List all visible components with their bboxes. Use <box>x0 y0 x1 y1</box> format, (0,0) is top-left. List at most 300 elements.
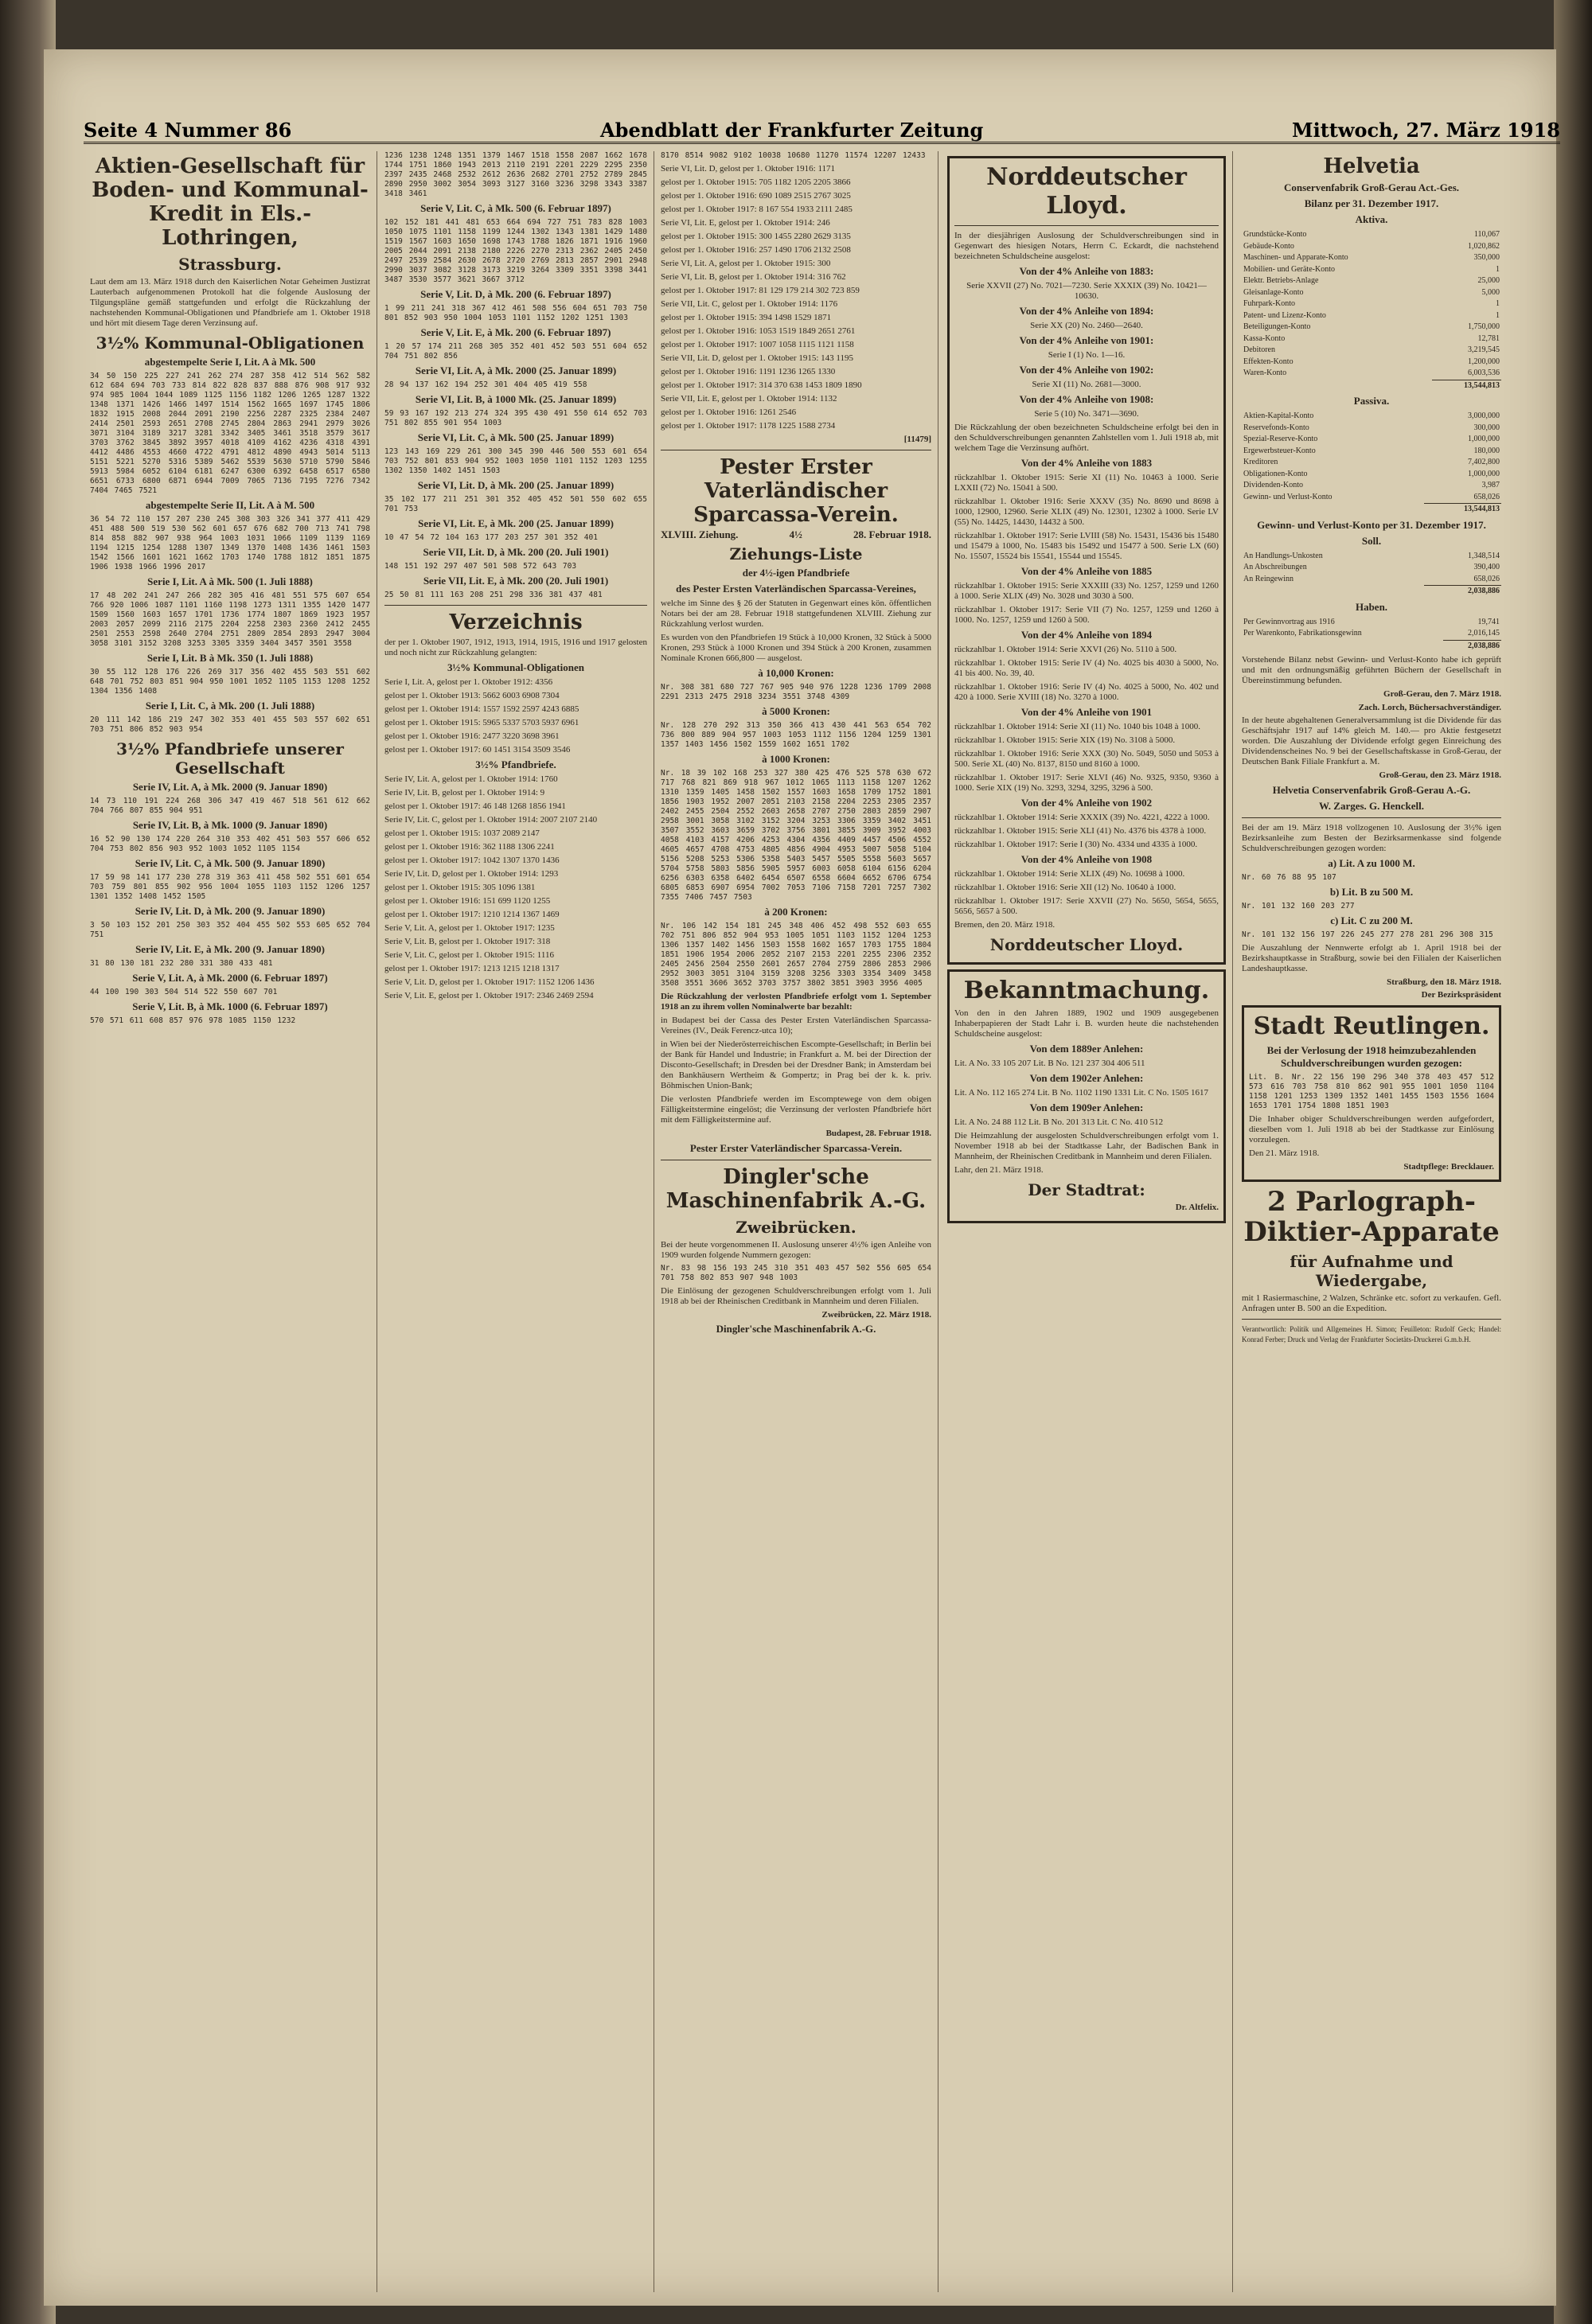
lloyd-b5v: rückzahlbar 1. Oktober 1917: Serie I (30) No. 4334 und 4335 à 1000. <box>954 840 1198 849</box>
total-spacer <box>1242 586 1424 598</box>
lit-b-nums: Nr. 101 132 160 203 277 <box>1242 901 1355 910</box>
bek2: Von dem 1902er Anlehen: <box>1029 1072 1144 1084</box>
lloyd-a3: Von der 4% Anleihe von 1901: <box>1019 334 1154 346</box>
table-row <box>1242 310 1501 322</box>
col2-verz-l15: gelost per 1. Oktober 1915: 305 1096 1381 <box>384 883 536 892</box>
row-label: Elektr. Betriebs-Anlage <box>1243 276 1319 285</box>
row-value: 7,402,800 <box>1468 458 1500 466</box>
col2-sec7: Serie VI, Lit. D, à Mk. 200 (25. Januar 1899) <box>417 479 615 491</box>
col2-verz-sec2: 3½% Pfandbriefe. <box>475 758 556 770</box>
col2-verz-title: Verzeichnis <box>449 610 583 634</box>
row-value: 300,000 <box>1473 423 1500 432</box>
passiva-table <box>1242 411 1501 516</box>
pester-sig2: Pester Erster Vaterländischer Sparcassa-Verein. <box>689 1141 903 1154</box>
table-row <box>1242 275 1501 287</box>
row-label: Patent- und Lizenz-Konto <box>1243 310 1326 320</box>
row-value: 12,781 <box>1477 333 1500 343</box>
k10000-title: à 10,000 Kronen: <box>758 667 834 679</box>
col2-verz-intro: der per 1. Oktober 1907, 1912, 1913, 1914, 1915, 1916 und 1917 gelosten und noch nicht zur Rückzahlung gelangten: <box>384 638 647 657</box>
pester-title: Pester Erster Vaterländischer Sparcassa-Verein. <box>693 454 899 527</box>
col3-l4: gelost per 1. Oktober 1917: 8 167 554 1933 2111 2485 <box>661 205 853 214</box>
lloyd-b3v: rückzahlbar 1. Oktober 1916: Serie IV (4) No. 4025 à 5000, No. 402 und 420 à 1000. Serie XVIII (18) No. 3270 à 1000. <box>954 682 1219 702</box>
row-label: An Handlungs-Unkosten <box>1243 551 1323 560</box>
table-row <box>1242 574 1501 586</box>
row-label: Maschinen- und Apparate-Konto <box>1243 253 1348 262</box>
k1000-title: à 1000 Kronen: <box>762 753 830 765</box>
lloyd-a1: Von der 4% Anleihe von 1883: <box>1019 265 1154 277</box>
table-row <box>1242 434 1501 446</box>
row-value: 1 <box>1496 310 1500 320</box>
dingler-sig: Zweibrücken, 22. März 1918. <box>821 1309 931 1320</box>
verlos-sig: Straßburg, den 18. März 1918. <box>1387 977 1501 987</box>
haben-total: 2,038,886 <box>1443 640 1501 652</box>
table-row <box>1242 562 1501 574</box>
table-row <box>1242 446 1501 458</box>
row-value: 1,200,000 <box>1468 357 1500 366</box>
col1-nums2f: 44 100 190 303 504 514 522 550 607 701 <box>90 988 278 996</box>
lit-a-nums: Nr. 60 76 88 95 107 <box>1242 872 1336 882</box>
lloyd-a1t: Serie XXVII (27) No. 7021—7230. Serie XXXIX (39) No. 10421—10630. <box>966 281 1207 301</box>
row-label: Gebäude-Konto <box>1243 241 1294 251</box>
lit-c: c) Lit. C zu 200 M. <box>1330 914 1413 926</box>
col2-verz-l13: gelost per 1. Oktober 1917: 1042 1307 1370 1436 <box>384 856 560 865</box>
row-label: Fuhrpark-Konto <box>1243 299 1295 308</box>
helvetia-sub: Conservenfabrik Groß-Gerau Act.-Ges. <box>1283 181 1460 193</box>
column-2 <box>378 151 654 2292</box>
lloyd-b6u: rückzahlbar 1. Oktober 1916: Serie XII (12) No. 10640 à 1000. <box>954 883 1176 892</box>
total-spacer <box>1242 504 1424 516</box>
helvetia-sig: Groß-Gerau, den 7. März 1918. <box>1383 689 1501 699</box>
lloyd-b1: Von der 4% Anleihe von 1883 <box>1020 457 1153 469</box>
table-row <box>1242 357 1501 368</box>
lloyd-b4t: rückzahlbar 1. Oktober 1914: Serie XI (11) No. 1040 bis 1048 à 1000. <box>954 722 1201 731</box>
haben-table <box>1242 617 1501 653</box>
lloyd-b1v: rückzahlbar 1. Oktober 1917: Serie LVIII (58) No. 15431, 15436 bis 15480 und 15479 à 1000, No. 15483 bis 15492 und 15477 à 500. Serie LX (60) No. 15507, 15524 bis 15541, 15544 und 15545. <box>954 531 1219 561</box>
table-row <box>1242 480 1501 492</box>
col2-verz-l4: gelost per 1. Oktober 1915: 5965 5337 5703 5937 6961 <box>384 718 579 727</box>
lloyd-a4: Von der 4% Anleihe von 1902: <box>1019 364 1154 376</box>
row-label: Gewinn- und Verlust-Konto <box>1243 492 1333 501</box>
parlograph-sub: für Aufnahme und Wiedergabe, <box>1290 1252 1453 1290</box>
col2-verz-l18: Serie V, Lit. A, gelost per 1. Oktober 1917: 1235 <box>384 923 555 933</box>
col2-divider <box>384 605 647 606</box>
lloyd-a2t: Serie XX (20) No. 2460—2640. <box>1030 321 1143 330</box>
header-page-number: Seite 4 Nummer 86 <box>84 119 292 142</box>
col2-sec1: Serie V, Lit. C, à Mk. 500 (6. Februar 1897) <box>420 202 611 214</box>
col2-nums10: 25 50 81 111 163 208 251 298 336 381 437 481 <box>384 591 603 599</box>
aktiva-title: Aktiva. <box>1355 213 1388 225</box>
lloyd-b3t: rückzahlbar 1. Oktober 1914: Serie XXVI (26) No. 5110 à 500. <box>954 645 1177 654</box>
col1-nums2g: 570 571 611 608 857 976 978 1085 1150 1232 <box>90 1016 296 1025</box>
imprint: Verantwortlich: Politik und Allgemeines H. Simon; Feuilleton: Rudolf Geck; Handel: Konrad Ferber; Druck und Verlag der Frankfurter Societäts-Druckerei G.m.b.H. <box>1242 1325 1501 1343</box>
lloyd-a4t: Serie XI (11) No. 2681—3000. <box>1032 380 1141 389</box>
k200-nums: Nr. 106 142 154 181 245 348 406 452 498 552 603 655 702 751 806 852 904 953 1005 1051 1103 1152 1204 1253 1306 1357 1402 1456 1503 1558 1602 1657 1703 1755 1804 1851 1906 1954 2006 2052 2107 2153 2201 2255 2306 2352 2405 2456 2504 2550 2601 2657 2704 2759 2806 2853 2906 2952 3003 3051 3104 3159 3208 3256 3303 3354 3409 3458 3508 3551 3606 3652 3703 3757 3802 3851 3903 3956 4005 <box>661 922 931 988</box>
table-row <box>1242 469 1501 481</box>
row-label: Gleisanlage-Konto <box>1243 287 1304 297</box>
col1-nums1c: 17 48 202 241 247 266 282 305 416 481 551 575 607 654 766 920 1006 1087 1101 1160 1198 1273 1311 1355 1420 1477 1509 1560 1603 1657 1701 1736 1774 1807 1869 1923 1957 2003 2057 2099 2116 2175 2204 2258 2303 2360 2412 2455 2501 2553 2598 2640 2704 2751 2809 2854 2893 2947 3004 3058 3101 3152 3208 3253 3305 3359 3404 3457 3501 3558 <box>90 591 370 648</box>
lloyd-b2: Von der 4% Anleihe von 1885 <box>1020 565 1153 577</box>
aktiva-total: 13,544,813 <box>1432 380 1501 392</box>
dingler-nums: Nr. 83 98 156 193 245 310 351 403 457 502 556 605 654 701 758 802 853 907 948 1003 <box>661 1263 931 1282</box>
dingler-text2: Die Einlösung der gezogenen Schuldverschreibungen erfolgt vom 1. Juli 1918 ab bei der Rheinischen Creditbank in Mannheim und deren Filialen. <box>661 1285 931 1306</box>
col2-verz-l16: gelost per 1. Oktober 1916: 151 699 1120 1255 <box>384 896 551 906</box>
row-value: 3,000,000 <box>1468 411 1500 420</box>
col2-sec3: Serie V, Lit. E, à Mk. 200 (6. Februar 1897) <box>420 326 611 338</box>
lloyd-sig2: Norddeutscher Lloyd. <box>989 935 1184 954</box>
col2-sec9: Serie VII, Lit. D, à Mk. 200 (20. Juli 1901) <box>423 546 609 558</box>
col1-sec1c: Serie I, Lit. A à Mk. 500 (1. Juli 1888) <box>147 575 313 587</box>
reutlingen-ad <box>1242 1005 1501 1183</box>
k1000-nums: Nr. 18 39 102 168 253 327 380 425 476 525 578 630 672 717 768 821 869 918 967 1012 1065 1113 1158 1207 1262 1310 1359 1405 1458 1502 1557 1603 1658 1709 1752 1801 1856 1903 1952 2007 2051 2103 2158 2204 2253 2305 2357 2402 2455 2504 2552 2603 2658 2707 2750 2803 2859 2907 2958 3001 3058 3102 3152 3204 3253 3306 3359 3402 3451 3507 3552 3603 3659 3702 3756 3801 3855 3909 3952 4003 4058 4103 4157 4206 4253 4304 4356 4409 4457 4506 4552 4605 4657 4708 4753 4805 4856 4904 4953 5007 5058 5104 5156 5208 5253 5306 5358 5403 5457 5505 5558 5603 5657 5704 5758 5803 5856 5905 5957 6003 6058 6104 6156 6204 6256 6303 6358 6402 6454 6507 6558 6604 6652 6706 6754 6805 6853 6907 6954 7002 7053 7106 7158 7201 7257 7302 7355 7406 7457 7503 <box>661 769 931 902</box>
col3-l19: gelost per 1. Oktober 1916: 1261 2546 <box>661 407 797 417</box>
col3-l12: gelost per 1. Oktober 1915: 394 1498 1529 1871 <box>661 313 832 322</box>
liste-sub2: des Pester Ersten Vaterländischen Sparcassa-Vereines, <box>676 583 916 595</box>
reutlingen-sig2: Stadtpflege: Brecklauer. <box>1403 1161 1494 1172</box>
lloyd-a3t: Serie I (1) No. 1—16. <box>1048 350 1126 360</box>
col2-sec6: Serie VI, Lit. C, à Mk. 500 (25. Januar 1899) <box>417 431 615 443</box>
col3-l8: Serie VI, Lit. A, gelost per 1. Oktober 1915: 300 <box>661 259 831 268</box>
col3-l2: gelost per 1. Oktober 1915: 705 1182 1205 2205 3866 <box>661 177 851 187</box>
col2-nums4: 28 94 137 162 194 252 301 404 405 419 558 <box>384 380 587 389</box>
row-label: Effekten-Konto <box>1243 357 1294 366</box>
bek1: Von dem 1889er Anlehen: <box>1029 1043 1144 1055</box>
parlograph-title: 2 Parlograph-Diktier-Apparate <box>1243 1186 1500 1248</box>
col1-nums2c: 17 59 98 141 177 230 278 319 363 411 458 502 551 601 654 703 759 801 855 902 956 1004 1055 1103 1152 1206 1257 1301 1352 1408 1452 1505 <box>90 873 370 901</box>
k200-title: à 200 Kronen: <box>764 906 828 918</box>
col2-verz-l23: Serie V, Lit. E, gelost per 1. Oktober 1917: 2346 2469 2594 <box>384 991 594 1000</box>
row-value: 3,987 <box>1481 481 1500 489</box>
col3-l5: Serie VI, Lit. E, gelost per 1. Oktober 1914: 246 <box>661 218 830 228</box>
lloyd-b1u: rückzahlbar 1. Oktober 1916: Serie XXXV (35) No. 8690 und 8698 à 1000, 12900, 12960. Serie XLIX (49) No. 12301, 12302 à 1000. Serie LV (55) No. 14425, 14430, 14432 à 500. <box>954 497 1219 527</box>
row-value: 19,741 <box>1477 617 1500 626</box>
page-header <box>84 113 1560 144</box>
lloyd-b3u: rückzahlbar 1. Oktober 1915: Serie IV (4) No. 4025 bis 4030 à 5000, No. 41 bis 400. No. 39, 40. <box>954 658 1219 678</box>
col3-l18: Serie VII, Lit. E, gelost per 1. Oktober 1914: 1132 <box>661 394 837 404</box>
soll-total: 2,038,886 <box>1424 586 1501 598</box>
bek-sig: Lahr, den 21. März 1918. <box>954 1165 1044 1175</box>
row-label: Dividenden-Konto <box>1243 481 1303 489</box>
rueck4: Die verlosten Pfandbriefe werden im Escomptewege von dem obigen Fälligkeitstermine eingelöst; die Verzinsung der verlosten Pfandbriefe hört mit dem Fälligkeitstermine auf. <box>661 1094 931 1125</box>
col1-sec2c: Serie IV, Lit. C, à Mk. 500 (9. Januar 1890) <box>135 857 326 869</box>
table-row <box>1242 368 1501 380</box>
row-value: 180,000 <box>1473 446 1500 455</box>
col2-verz-l11: gelost per 1. Oktober 1915: 1037 2089 2147 <box>384 829 540 838</box>
col2-nums3: 1 20 57 174 211 268 305 352 401 452 503 551 604 652 704 751 802 856 <box>384 342 647 361</box>
lit-a: a) Lit. A zu 1000 M. <box>1328 856 1415 869</box>
col3-l17: gelost per 1. Oktober 1917: 314 370 638 1453 1809 1890 <box>661 380 862 390</box>
col1-sec2: 3½% Pfandbriefe unserer Gesellschaft <box>116 739 344 778</box>
bek1t: Lit. A No. 33 105 207 Lit. B No. 121 237 304 406 511 <box>954 1059 1145 1068</box>
header-date: Mittwoch, 27. März 1918 <box>1292 119 1560 142</box>
lloyd-intro: In der diesjährigen Auslosung der Schuldverschreibungen sind in Gegenwart des hiesigen Notars, Herrn C. Eckardt, die nachstehend bezeichneten Schuldscheine ausgelost: <box>954 231 1219 261</box>
col2-verz-l6: gelost per 1. Oktober 1917: 60 1451 3154 3509 3546 <box>384 745 571 755</box>
col2-verz-l17: gelost per 1. Oktober 1917: 1210 1214 1367 1469 <box>384 910 560 919</box>
bek3: Von dem 1909er Anlehen: <box>1029 1102 1144 1113</box>
row-value: 658,026 <box>1473 492 1500 501</box>
col2-sec8: Serie VI, Lit. E, à Mk. 200 (25. Januar 1899) <box>418 517 614 529</box>
helvetia-sig3: Groß-Gerau, den 23. März 1918. <box>1379 770 1501 780</box>
haben-title: Haben. <box>1355 600 1388 613</box>
rueck3: in Wien bei der Niederösterreichischen Escompte-Gesellschaft; in Berlin bei der Bank für Handel und Industrie; in Frankfurt a. M. bei der Direction der Disconto-Gesellschaft; in Dresden bei der Dresdner Bank; in Amsterdam bei den Bankhäusern Wertheim & Gompertz; in Prag bei der k. k. priv. Böhmischen Union-Bank; <box>661 1039 931 1090</box>
reutlingen-text: Die Inhaber obiger Schuldverschreibungen werden aufgefordert, dieselben vom 1. Juli 1918 ab bei der Stadtkasse zur Einlösung vorzulegen. <box>1249 1113 1494 1144</box>
lloyd-b5t: rückzahlbar 1. Oktober 1914: Serie XXXIX (39) No. 4221, 4222 à 1000. <box>954 813 1210 822</box>
lloyd-b2t: rückzahlbar 1. Oktober 1915: Serie XXXIII (33) No. 1257, 1259 und 1260 à 1000. Serie XLIX (49) No. 3028 und 3030 à 500. <box>954 581 1219 601</box>
row-value: 1,000,000 <box>1468 435 1500 443</box>
col1-nums1b: 36 54 72 110 157 207 230 245 308 303 326 341 377 411 429 451 488 500 519 530 562 601 657 676 682 700 713 741 798 814 858 882 907 938 964 1003 1031 1066 1109 1139 1169 1194 1215 1254 1288 1307 1349 1370 1408 1436 1461 1503 1542 1566 1601 1621 1662 1703 1740 1788 1812 1851 1875 1906 1938 1966 1996 2017 <box>90 515 370 571</box>
row-value: 350,000 <box>1473 253 1500 262</box>
lloyd-b6t: rückzahlbar 1. Oktober 1914: Serie XLIX (49) No. 10698 à 1000. <box>954 869 1185 879</box>
table-row <box>1242 241 1501 253</box>
total-spacer <box>1242 380 1432 392</box>
helvetia-text2: In der heute abgehaltenen Generalversammlung ist die Dividende für das Geschäftsjahr 1917 auf 14% gleich M. 140.— pro Aktie festgesetzt worden. Die Auszahlung der Dividende erfolgt gegen Einreichung des Dividendenscheines No. 9 bei der Gesellschaftskasse in Groß-Gerau, der Deutschen Bank Filiale Frankfurt a. M. <box>1242 716 1501 766</box>
col1-sec1e: Serie I, Lit. C, à Mk. 200 (1. Juli 1888) <box>145 700 315 712</box>
lloyd-b6v: rückzahlbar 1. Oktober 1917: Serie XXVII (27) No. 5650, 5654, 5655, 5656, 5657 à 500. <box>954 896 1219 916</box>
liste-intro2: Es wurden von den Pfandbriefen 19 Stück à 10,000 Kronen, 32 Stück à 5000 Kronen, 293 Stück à 1000 Kronen und 394 Stück à 200 Kronen, zusammen Nominale Kronen 666,800 — ausgelost. <box>661 633 931 663</box>
lloyd-a5t: Serie 5 (10) No. 3471—3690. <box>1034 409 1139 419</box>
col1-nums2b: 16 52 90 130 174 220 264 310 353 402 451 503 557 606 652 704 753 802 856 903 952 1003 1052 1105 1154 <box>90 835 370 853</box>
parlograph-text: mit 1 Rasiermaschine, 2 Walzen, Schränke etc. sofort zu verkaufen. Gefl. Anfragen unter B. 500 an die Expedition. <box>1242 1293 1501 1313</box>
col2-nums1: 102 152 181 441 481 653 664 694 727 751 783 828 1003 1050 1075 1101 1158 1199 1244 1302 1343 1381 1429 1480 1519 1567 1603 1650 1698 1743 1788 1826 1871 1916 1960 2005 2044 2091 2138 2180 2226 2270 2313 2362 2405 2450 2497 2539 2584 2630 2678 2720 2769 2813 2857 2901 2948 2990 3037 3082 3128 3173 3219 3264 3309 3351 3398 3441 3487 3530 3577 3621 3667 3712 <box>384 218 647 284</box>
row-label: Kreditoren <box>1243 458 1278 466</box>
footer-rule <box>1242 1319 1501 1320</box>
reutlingen-title: Stadt Reutlingen. <box>1253 1012 1490 1040</box>
passiva-total: 13,544,813 <box>1424 504 1501 516</box>
lloyd-text2: Die Rückzahlung der oben bezeichneten Schuldscheine erfolgt bei den in den Schuldverschreibungen genannten Zahlstellen vom 1. Juli 1918 ab, mit welchem Tage die Verzinsung aufhört. <box>954 423 1219 453</box>
aktiva-table <box>1242 229 1501 392</box>
row-label: Debitoren <box>1243 345 1275 354</box>
table-row <box>1242 617 1501 629</box>
col1-intro: Laut dem am 13. März 1918 durch den Kaiserlichen Notar Geheimen Justizrat Lauterbach aufgenommenen Protokoll hat die folgende Auslosung der Tilgungspläne gemäß stattgefunden und erfolgt die Rückzahlung der nachstehenden Kommunal-Obligationen und Pfandbriefe am 1. Oktober 1918 und hört mit diesem Tage deren Verzinsung auf. <box>90 277 370 328</box>
lit-c-nums: Nr. 101 132 156 197 226 245 277 278 281 296 308 315 <box>1242 930 1493 939</box>
pester-sub-right: 28. Februar 1918. <box>853 528 931 540</box>
helvetia-sig4: Helvetia Conservenfabrik Groß-Gerau A.-G. <box>1272 783 1471 796</box>
soll-title: Soll. <box>1361 534 1382 547</box>
row-value: 1,750,000 <box>1468 322 1500 331</box>
col1-sec1b: abgestempelte Serie II, Lit. A à M. 500 <box>145 499 315 511</box>
helvetia-bilanz: Bilanz per 31. Dezember 1917. <box>1304 197 1439 209</box>
passiva-title: Passiva. <box>1353 395 1390 407</box>
col2-sec2: Serie V, Lit. D, à Mk. 200 (6. Februar 1897) <box>420 288 611 300</box>
row-label: Kassa-Konto <box>1243 333 1286 343</box>
row-value: 1 <box>1496 264 1500 274</box>
pester-sig: Budapest, 28. Februar 1918. <box>825 1129 931 1138</box>
col3-sig: [11479] <box>903 435 931 444</box>
right-page-edge <box>1554 0 1592 2324</box>
lloyd-b3: Von der 4% Anleihe von 1894 <box>1020 629 1153 641</box>
verlos-text: Bei der am 19. März 1918 vollzogenen 10. Auslosung der 3½% igen Bezirksanleihe zum Besten der Bezirksarmenkasse sind folgende Schuldverschreibungen gezogen worden: <box>1242 822 1501 853</box>
col2-verz-l5: gelost per 1. Oktober 1916: 2477 3220 3698 3961 <box>384 731 560 741</box>
liste-intro: welche im Sinne des § 26 der Statuten in Gegenwart eines kön. öffentlichen Notars bei der am 28. Februar 1918 stattgefundenen XLVIII. Ziehung zur Rückzahlung verlost wurden. <box>661 599 931 629</box>
reutlingen-sub: Bei der Verlosung der 1918 heimzubezahlenden Schuldverschreibungen wurden gezogen: <box>1266 1043 1477 1069</box>
row-value: 110,067 <box>1473 230 1500 239</box>
table-row <box>1242 298 1501 310</box>
col2-verz-sec1: 3½% Kommunal-Obligationen <box>447 661 584 673</box>
col2-verz-l22: Serie V, Lit. D, gelost per 1. Oktober 1917: 1152 1206 1436 <box>384 977 595 987</box>
table-row <box>1242 345 1501 357</box>
row-value: 1,000,000 <box>1468 469 1500 478</box>
col2-nums5: 59 93 167 192 213 274 324 395 430 491 550 614 652 703 751 802 855 901 954 1003 <box>384 409 647 427</box>
col3-l3: gelost per 1. Oktober 1916: 690 1089 2515 2767 3025 <box>661 191 851 201</box>
bek-sig2: Der Stadtrat: <box>1028 1180 1145 1199</box>
col3-l7: gelost per 1. Oktober 1916: 257 1490 1706 2132 2508 <box>661 245 851 255</box>
k5000-nums: Nr. 128 270 292 313 350 366 413 430 441 563 654 702 736 800 889 904 957 1003 1053 1112 1156 1204 1259 1301 1357 1403 1456 1502 1559 1602 1651 1702 <box>661 721 931 749</box>
col2-verz-l3: gelost per 1. Oktober 1914: 1557 1592 2597 4243 6885 <box>384 704 579 714</box>
col1-sec1d: Serie I, Lit. B à Mk. 350 (1. Juli 1888) <box>146 652 314 664</box>
bek3t: Lit. A No. 24 88 112 Lit. B No. 201 313 Lit. C No. 410 512 <box>954 1117 1164 1127</box>
dingler-sig2: Dingler'sche Maschinenfabrik A.-G. <box>716 1323 876 1335</box>
lloyd-sig: Bremen, den 20. März 1918. <box>954 920 1055 930</box>
table-row <box>1242 252 1501 264</box>
lloyd-title: Norddeutscher Lloyd. <box>986 163 1187 220</box>
row-value: 1,020,862 <box>1468 241 1500 251</box>
col2-verz-l2: gelost per 1. Oktober 1913: 5662 6003 6908 7304 <box>384 691 560 700</box>
table-total-row <box>1242 640 1501 652</box>
k10000-nums: Nr. 308 381 680 727 767 905 940 976 1228 1236 1709 2008 2291 2313 2475 2918 3234 3551 3748 4309 <box>661 683 931 701</box>
row-value: 390,400 <box>1473 563 1500 571</box>
bekanntmachung-ad <box>947 969 1226 1223</box>
table-total-row <box>1242 504 1501 516</box>
pester-sub-mid: 4½ <box>789 528 802 540</box>
col2-verz-l10: Serie IV, Lit. C, gelost per 1. Oktober 1914: 2007 2107 2140 <box>384 815 598 825</box>
helvetia-sig2: Zach. Lorch, Büchersachverständiger. <box>1358 702 1501 712</box>
lloyd-b2u: rückzahlbar 1. Oktober 1917: Serie VII (7) No. 1257, 1259 und 1260 à 1000. No. 1257, 1259 und 1260 à 500. <box>954 605 1219 625</box>
row-value: 1 <box>1496 299 1500 308</box>
col3-l1: Serie VI, Lit. D, gelost per 1. Oktober 1916: 1171 <box>661 164 836 174</box>
lit-b: b) Lit. B zu 500 M. <box>1329 885 1414 898</box>
col5-divider <box>1242 817 1501 818</box>
table-row <box>1242 333 1501 345</box>
col3-l11: Serie VII, Lit. C, gelost per 1. Oktober 1914: 1176 <box>661 299 838 309</box>
row-label: Spezial-Reserve-Konto <box>1243 435 1318 443</box>
row-value: 25,000 <box>1477 276 1500 285</box>
row-label: Beteiligungen-Konto <box>1243 322 1311 331</box>
col2-verz-l7: Serie IV, Lit. A, gelost per 1. Oktober 1914: 1760 <box>384 774 558 784</box>
table-total-row <box>1242 586 1501 598</box>
bek-text2: Die Heimzahlung der ausgelosten Schuldverschreibungen erfolgt vom 1. November 1918 ab bei der Stadtkasse Lahr, der Badischen Bank in Mannheim, der Rheinischen Creditbank in Mannheim und deren Filialen. <box>954 1131 1219 1161</box>
dingler-text: Bei der heute vorgenommenen II. Auslosung unserer 4½% igen Anleihe von 1909 wurden folgende Nummern gezogen: <box>661 1239 931 1260</box>
table-row <box>1242 287 1501 299</box>
dingler-city: Zweibrücken. <box>736 1217 856 1237</box>
lloyd-rule <box>954 225 1219 226</box>
pester-subline <box>661 530 931 540</box>
verlos-text2: Die Auszahlung der Nennwerte erfolgt ab 1. April 1918 bei der Bezirkshauptkasse in Straßburg, sowie bei den Filialen der Kaiserlichen Landeshauptkasse. <box>1242 942 1501 973</box>
reutlingen-nums: Lit. B. Nr. 22 156 190 296 340 378 403 457 512 573 616 703 758 810 862 901 955 1001 1050 1104 1158 1201 1253 1309 1352 1401 1455 1503 1556 1604 1653 1701 1754 1808 1851 1903 <box>1249 1072 1494 1110</box>
col2-nums9: 148 151 192 297 407 501 508 572 643 703 <box>384 562 577 571</box>
col1-sec2e: Serie IV, Lit. E, à Mk. 200 (9. Januar 1890) <box>135 943 325 955</box>
col1-sec2a: Serie IV, Lit. A, à Mk. 2000 (9. Januar 1890) <box>132 781 328 793</box>
col3-l14: gelost per 1. Oktober 1917: 1007 1058 1115 1121 1158 <box>661 340 854 349</box>
row-value: 1,348,514 <box>1468 551 1500 560</box>
lloyd-ad <box>947 156 1226 965</box>
bek2t: Lit. A No. 112 165 274 Lit. B No. 1102 1190 1331 Lit. C No. 1505 1617 <box>954 1088 1209 1098</box>
col3-l13: gelost per 1. Oktober 1916: 1053 1519 1849 2651 2761 <box>661 326 856 336</box>
total-spacer <box>1242 640 1443 652</box>
col1-nums2a: 14 73 110 191 224 268 306 347 419 467 518 561 612 662 704 766 807 855 904 951 <box>90 797 370 815</box>
col3-l15: Serie VII, Lit. D, gelost per 1. Oktober 1915: 143 1195 <box>661 353 853 363</box>
col1-title: Aktien-Gesellschaft für Boden- und Kommunal-Kredit in Els.-Lothringen, <box>92 154 369 250</box>
row-value: 658,026 <box>1473 574 1500 583</box>
rueck: Die Rückzahlung der verlosten Pfandbriefe erfolgt vom 1. September 1918 an zu ihrem vollen Nominalwerte bar bezahlt: <box>661 992 931 1012</box>
col2-verz-l20: Serie V, Lit. C, gelost per 1. Oktober 1915: 1116 <box>384 950 554 960</box>
table-row <box>1242 492 1501 504</box>
col2-nums7: 35 102 177 211 251 301 352 405 452 501 550 602 655 701 753 <box>384 495 647 513</box>
row-label: Obligationen-Konto <box>1243 469 1308 478</box>
header-masthead: Abendblatt der Frankfurter Zeitung <box>600 119 984 142</box>
rueck2: in Budapest bei der Cassa des Pester Ersten Vaterländischen Sparcassa-Vereines (IV., Deák Ferencz-utca 10); <box>661 1016 931 1035</box>
table-row <box>1242 423 1501 435</box>
row-label: Mobilien- und Geräte-Konto <box>1243 264 1335 274</box>
col3-l16: gelost per 1. Oktober 1916: 1191 1236 1265 1330 <box>661 367 836 376</box>
col1-nums1: 34 50 150 225 227 241 262 274 287 358 412 514 562 582 612 684 694 703 733 814 822 828 837 888 876 908 917 932 974 985 1004 1044 1089 1125 1156 1182 1206 1265 1287 1322 1348 1371 1426 1466 1497 1514 1562 1665 1697 1745 1806 1832 1915 2008 2044 2091 2190 2256 2287 2325 2384 2407 2414 2501 2593 2651 2708 2745 2804 2863 2941 2979 3026 3071 3104 3189 3217 3281 3342 3405 3461 3518 3579 3617 3703 3762 3845 3892 3957 4018 4109 4162 4236 4318 4391 4412 4486 4553 4660 4722 4791 4812 4890 4943 5014 5113 5151 5221 5270 5316 5389 5462 5539 5630 5710 5790 5846 5913 5984 6052 6104 6181 6247 6300 6392 6458 6517 6580 6651 6733 6800 6871 6944 7009 7065 7136 7195 7276 7342 7404 7465 7521 <box>90 372 370 495</box>
col3-l10: gelost per 1. Oktober 1917: 81 129 179 214 302 723 859 <box>661 286 860 295</box>
table-row <box>1242 264 1501 276</box>
table-row <box>1242 322 1501 333</box>
col2-sec4: Serie VI, Lit. A, à Mk. 2000 (25. Januar 1899) <box>415 365 617 376</box>
col2-nums8: 10 47 54 72 104 163 177 203 257 301 352 401 <box>384 533 598 542</box>
lloyd-b4v: rückzahlbar 1. Oktober 1916: Serie XXX (30) No. 5049, 5050 und 5053 à 500. Serie XL (40) No. 8137, 8150 und 8160 à 1000. <box>954 749 1219 769</box>
lloyd-b5u: rückzahlbar 1. Oktober 1915: Serie XLI (41) No. 4376 bis 4378 à 1000. <box>954 826 1207 836</box>
row-label: Grundstücke-Konto <box>1243 230 1307 239</box>
helvetia-sig5: W. Zarges. G. Henckell. <box>1318 799 1425 812</box>
col1-sec2b: Serie IV, Lit. B, à Mk. 1000 (9. Januar 1890) <box>132 819 328 831</box>
lloyd-b4w: rückzahlbar 1. Oktober 1917: Serie XLVI (46) No. 9325, 9350, 9360 à 1000. Serie XIX (19) No. 3293, 3294, 3295, 3296 à 500. <box>954 773 1219 793</box>
row-label: Ergewerbsteuer-Konto <box>1243 446 1316 455</box>
col3-nums-top: 8170 8514 9082 9102 10038 10680 11270 11574 12207 12433 <box>661 151 926 160</box>
helvetia-text: Vorstehende Bilanz nebst Gewinn- und Verlust-Konto habe ich geprüft und mit den ordnungsmäßig geführten Büchern der Gesellschaft in Übereinstimmung befunden. <box>1242 655 1501 685</box>
col2-nums2: 1 99 211 241 318 367 412 461 508 556 604 651 703 750 801 852 903 950 1004 1053 1101 1152 1202 1251 1303 <box>384 304 647 322</box>
verlos-sig2: Der Bezirkspräsident <box>1421 990 1501 1000</box>
col2-verz-l1: Serie I, Lit. A, gelost per 1. Oktober 1912: 4356 <box>384 677 553 687</box>
row-label: An Abschreibungen <box>1243 563 1307 571</box>
table-row <box>1242 457 1501 469</box>
col2-verz-l8: Serie IV, Lit. B, gelost per 1. Oktober 1914: 9 <box>384 788 545 797</box>
row-label: Aktien-Kapital-Konto <box>1243 411 1314 420</box>
row-value: 2,016,145 <box>1468 629 1500 638</box>
row-value: 3,219,545 <box>1468 345 1500 354</box>
table-row <box>1242 628 1501 640</box>
lloyd-b5: Von der 4% Anleihe von 1902 <box>1020 797 1153 809</box>
col3-l6: gelost per 1. Oktober 1915: 300 1455 2280 2629 3135 <box>661 232 851 241</box>
row-value: 5,000 <box>1481 287 1500 297</box>
col3-l9: Serie VI, Lit. B, gelost per 1. Oktober 1914: 316 762 <box>661 272 846 282</box>
liste-title: Ziehungs-Liste <box>729 544 863 563</box>
col1-nums2d: 3 50 103 152 201 250 303 352 404 455 502 553 605 652 704 751 <box>90 921 370 939</box>
col2-verz-l12: gelost per 1. Oktober 1916: 362 1188 1306 2241 <box>384 842 555 852</box>
table-total-row <box>1242 380 1501 392</box>
liste-sub: der 4½-igen Pfandbriefe <box>742 567 850 579</box>
col1-nums1d: 30 55 112 128 176 226 269 317 356 402 455 503 551 602 648 701 752 803 851 904 950 1001 1052 1105 1153 1208 1252 1304 1356 1408 <box>90 668 370 696</box>
soll-table <box>1242 551 1501 598</box>
reutlingen-sig: Den 21. März 1918. <box>1249 1148 1320 1158</box>
lloyd-b4u: rückzahlbar 1. Oktober 1915: Serie XIX (19) No. 3108 à 5000. <box>954 735 1176 745</box>
column-1 <box>84 151 377 2292</box>
row-label: An Reingewinn <box>1243 574 1294 583</box>
column-3 <box>654 151 938 2292</box>
lloyd-b6: Von der 4% Anleihe von 1908 <box>1020 853 1153 865</box>
col2-verz-l14: Serie IV, Lit. D, gelost per 1. Oktober 1914: 1293 <box>384 869 559 879</box>
col1-sec2f: Serie V, Lit. A, à Mk. 2000 (6. Februar 1897) <box>132 972 328 984</box>
column-5 <box>1235 151 1508 2292</box>
col2-nums-top: 1236 1238 1248 1351 1379 1467 1518 1558 2087 1662 1678 1744 1751 1860 1943 2013 2110 2191 2201 2229 2295 2350 2397 2435 2468 2532 2612 2636 2682 2701 2752 2789 2845 2890 2950 3002 3054 3093 3127 3160 3236 3298 3343 3387 3418 3461 <box>384 151 647 198</box>
bek-title: Bekanntmachung. <box>963 977 1210 1004</box>
lloyd-a5: Von der 4% Anleihe von 1908: <box>1019 393 1154 405</box>
col3-l20: gelost per 1. Oktober 1917: 1178 1225 1588 2734 <box>661 421 836 431</box>
dingler-title: Dingler'sche Maschinenfabrik A.-G. <box>665 1164 927 1213</box>
row-value: 6,003,536 <box>1468 368 1500 377</box>
helvetia-title: Helvetia <box>1323 154 1420 178</box>
k5000-title: à 5000 Kronen: <box>762 705 830 717</box>
bek-sig3: Dr. Altfelix. <box>1175 1203 1219 1212</box>
